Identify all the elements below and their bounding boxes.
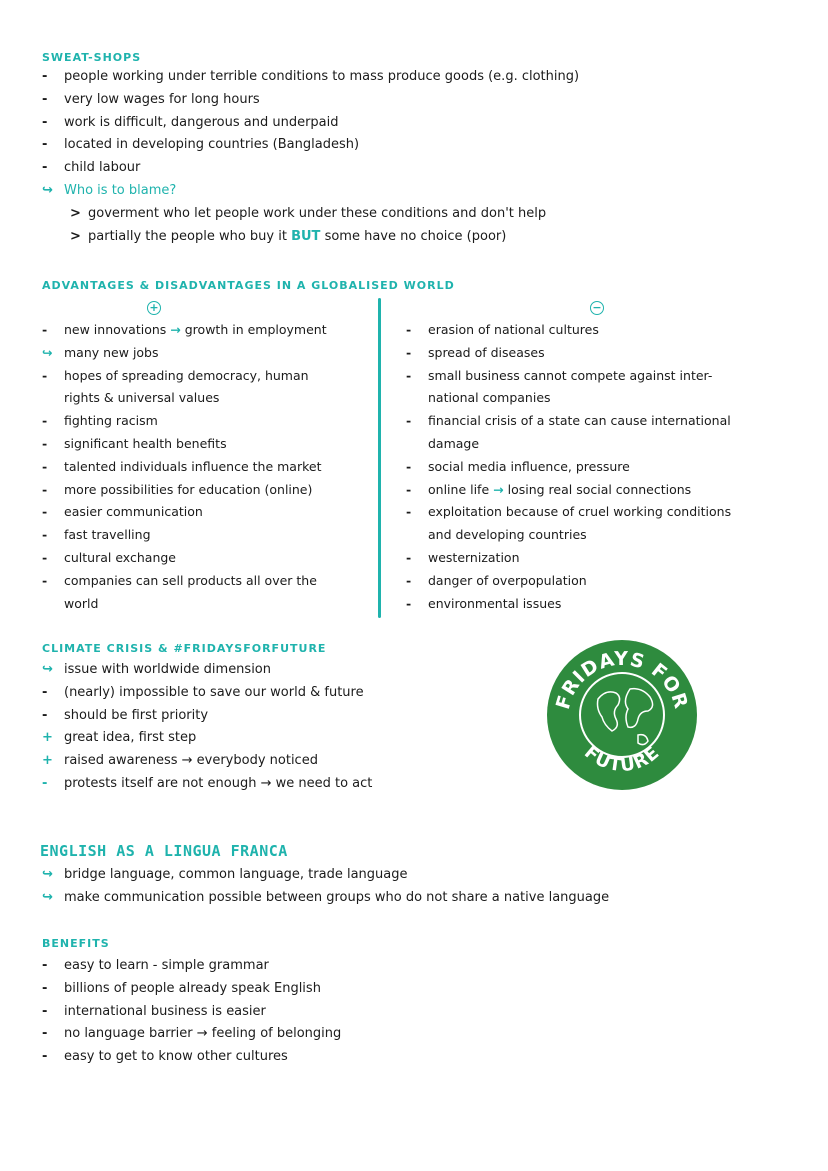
list-item: - no language barrier → feeling of belonging	[42, 1026, 342, 1042]
list-item: ↪ bridge language, common language, trade language	[42, 864, 609, 887]
list-item: - environmental issues	[406, 595, 562, 611]
list-item: - international business is easier	[42, 1003, 266, 1019]
advantages-list	[42, 319, 327, 615]
list-item: - child labour	[42, 160, 141, 176]
list-item: - fighting racism	[42, 413, 158, 429]
list-item-continuation: rights & universal values	[64, 390, 220, 406]
list-item: - spread of diseases	[406, 344, 545, 360]
list-item: - fast travelling	[42, 527, 151, 543]
disadvantages-list	[406, 319, 731, 615]
list-item: - billions of people already speak English	[42, 980, 321, 996]
list-item: - erasion of national cultures	[406, 322, 599, 337]
logo-text-top: FRIDAYS FOR	[551, 647, 693, 712]
list-item: - more possibilities for education (online)	[42, 481, 313, 497]
list-item: - talented individuals influence the market	[42, 458, 322, 474]
hook-arrow-icon: ↪	[42, 662, 53, 677]
list-item-continuation: damage	[428, 435, 480, 451]
hook-arrow-icon: ↪	[42, 344, 53, 360]
lingua-franca-heading: ENGLISH AS A LINGUA FRANCA	[40, 842, 288, 860]
list-item: - new innovations → growth in employment	[42, 322, 327, 337]
list-item: > goverment who let people work under these conditions and don't help	[70, 205, 547, 221]
list-item: ↪ issue with worldwide dimension	[42, 659, 372, 682]
list-item: - exploitation because of cruel working conditions	[406, 504, 732, 520]
list-item: + great idea, first step	[42, 730, 197, 746]
list-item: - work is difficult, dangerous and underpaid	[42, 114, 339, 130]
list-item: - easy to get to know other cultures	[42, 1049, 288, 1065]
list-item: - cultural exchange	[42, 549, 176, 565]
list-item: - online life → losing real social connections	[406, 481, 692, 497]
hook-arrow-icon: ↪	[42, 889, 53, 905]
sweatshops-list	[42, 66, 579, 248]
benefits-heading: BENEFITS	[42, 937, 110, 950]
list-item: - easier communication	[42, 504, 203, 520]
globalised-heading: ADVANTAGES & DISADVANTAGES IN A GLOBALISED WORLD	[42, 279, 455, 292]
logo-text-bottom: FUTURE	[580, 741, 664, 777]
fridays-for-future-logo	[546, 639, 698, 791]
list-item: - hopes of spreading democracy, human	[42, 367, 309, 383]
plus-circle-icon: +	[147, 301, 161, 315]
list-item: - people working under terrible conditions to mass produce goods (e.g. clothing)	[42, 69, 580, 84]
list-item: - small business cannot compete against inter-	[406, 367, 713, 383]
list-item: + raised awareness → everybody noticed	[42, 753, 318, 769]
lingua-list	[42, 864, 609, 910]
but-word: BUT	[291, 228, 321, 244]
blame-question: ↪ Who is to blame?	[42, 180, 579, 203]
list-item: - danger of overpopulation	[406, 572, 587, 588]
climate-list	[42, 659, 372, 796]
list-item: - very low wages for long hours	[42, 91, 260, 107]
list-item: > partially the people who buy it BUT some have no choice (poor)	[70, 228, 507, 244]
list-item: - protests itself are not enough → we need to act	[42, 775, 373, 791]
list-item: - westernization	[406, 549, 520, 565]
list-item: - social media influence, pressure	[406, 458, 630, 474]
list-item-continuation: world	[64, 595, 99, 611]
climate-heading: CLIMATE CRISIS & #FRIDAYSFORFUTURE	[42, 642, 327, 655]
list-item: ↪ many new jobs	[42, 342, 327, 365]
list-item: - easy to learn - simple grammar	[42, 958, 269, 973]
list-item: - companies can sell products all over the	[42, 572, 317, 588]
list-item-continuation: and developing countries	[428, 527, 587, 543]
list-item: ↪ make communication possible between groups who do not share a native language	[42, 887, 609, 910]
minus-circle-icon: −	[590, 301, 604, 315]
list-item: - should be first priority	[42, 707, 209, 723]
list-item: - located in developing countries (Bangladesh)	[42, 137, 360, 153]
list-item: - financial crisis of a state can cause international	[406, 413, 731, 429]
list-item: - significant health benefits	[42, 435, 227, 451]
list-item-continuation: national companies	[428, 390, 551, 406]
column-divider	[378, 298, 381, 618]
hook-arrow-icon: ↪	[42, 182, 53, 198]
hook-arrow-icon: ↪	[42, 867, 53, 882]
benefits-list	[42, 955, 341, 1069]
sweatshops-heading: SWEAT-SHOPS	[42, 51, 142, 64]
list-item: - (nearly) impossible to save our world & future	[42, 684, 364, 700]
